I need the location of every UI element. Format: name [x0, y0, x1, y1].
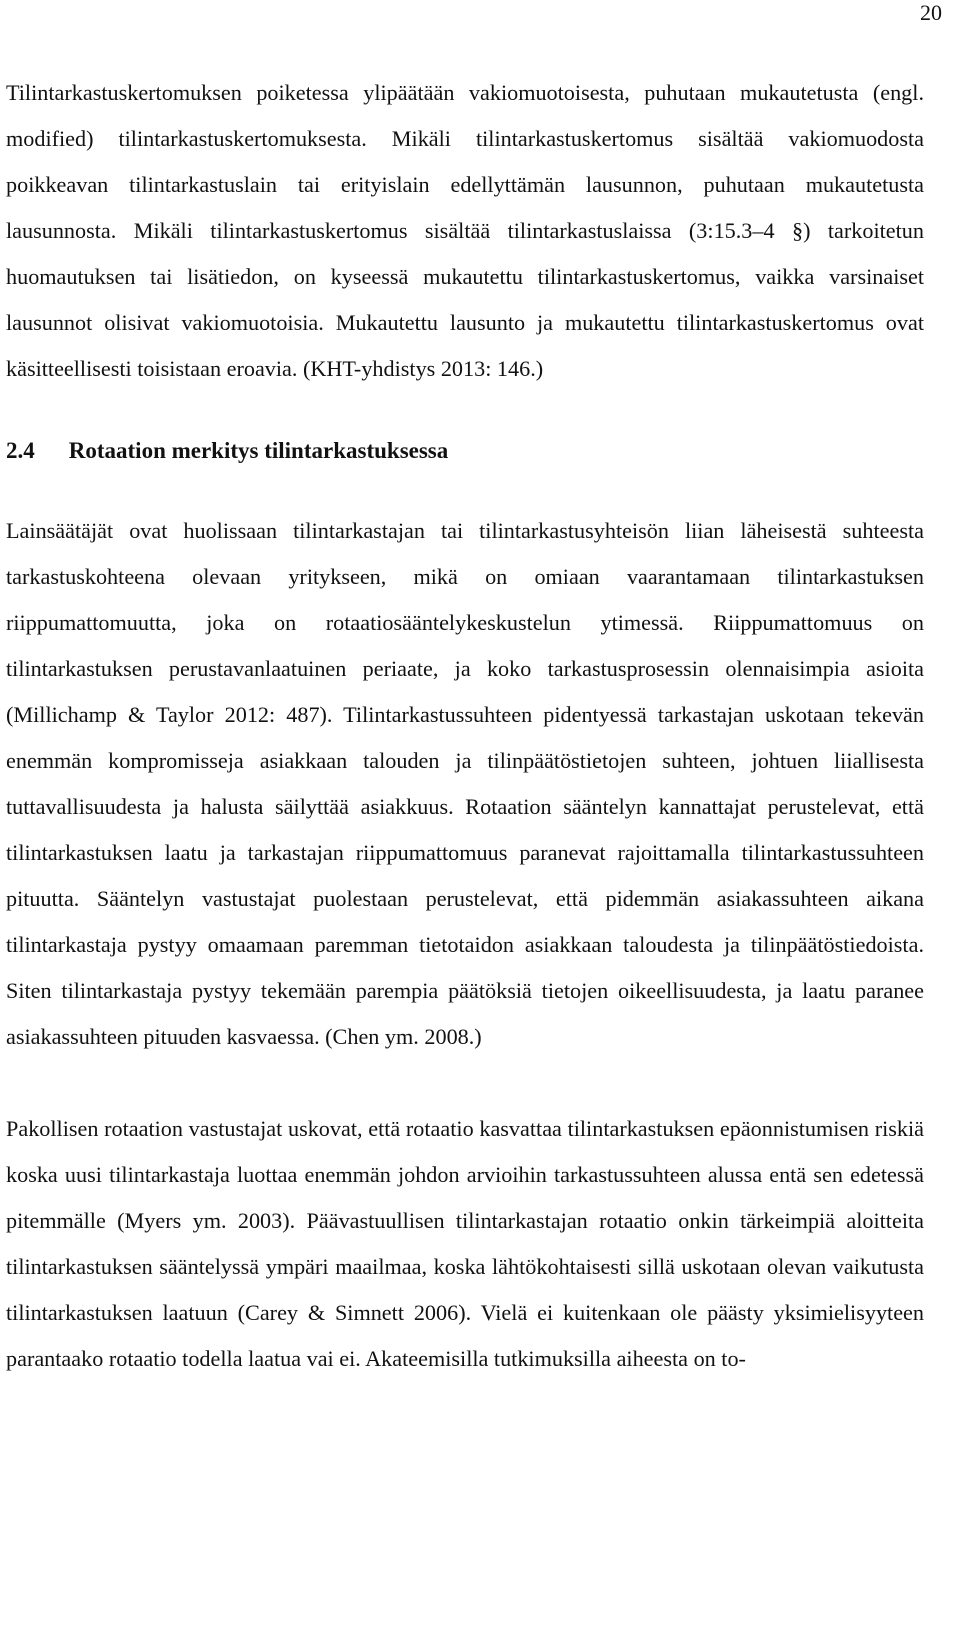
paragraph-modified-audit-report: Tilintarkastuskertomuksen poiketessa ylipäätään vakiomuotoisesta, puhutaan mukautetusta (engl. modified) tilintarkastuskertomuksesta. Mikäli tilintarkastuskertomus sisältää vakiomuodosta poikkeavan tilintarkastuslain tai erityislain edellyttämän lausunnon, puhutaan mukautetusta lausunnosta. Mikäli tilintarkastuskertomus sisältää tilintarkastuslaissa (3:15.3–4 §) tarkoitetun huomautuksen tai lisätiedon, on kyseessä mukautettu tilintarkastuskertomus, vaikka varsinaiset lausunnot olisivat vakiomuotoisia. Mukautettu lausunto ja mukautettu tilintarkastuskertomus ovat käsitteellisesti toisistaan eroavia. (KHT-yhdistys 2013: 146.)	[6, 80, 924, 381]
page-content	[6, 70, 924, 1382]
paragraph-mandatory-rotation: Pakollisen rotaation vastustajat uskovat, että rotaatio kasvattaa tilintarkastuksen epäonnistumisen riskiä koska uusi tilintarkastaja luottaa enemmän johdon arvioihin tarkastussuhteen alussa entä sen edetessä pitemmälle (Myers ym. 2003). Päävastuullisen tilintarkastajan rotaatio onkin tärkeimpiä aloitteita tilintarkastuksen sääntelyssä ympäri maailmaa, koska lähtökohtaisesti sillä uskotaan olevan vaikutusta tilintarkastuksen laatuun (Carey & Simnett 2006). Vielä ei kuitenkaan ole päästy yksimielisyyteen parantaako rotaatio todella laatua vai ei. Akateemisilla tutkimuksilla aiheesta on to-	[6, 1116, 924, 1371]
page-number: 20	[920, 0, 942, 25]
section-heading	[6, 392, 924, 508]
section-title: Rotaation merkitys tilintarkastuksessa	[68, 438, 449, 463]
paragraph-rotation-independence: Lainsäätäjät ovat huolissaan tilintarkastajan tai tilintarkastusyhteisön liian läheisestä suhteesta tarkastuskohteena olevaan yritykseen, mikä on omiaan vaarantamaan tilintarkastuksen riippumattomuutta, joka on rotaatiosääntelykeskustelun ytimessä. Riippumattomuus on tilintarkastuksen perustavanlaatuinen periaate, ja koko tarkastusprosessin olennaisimpia asioita (Millichamp & Taylor 2012: 487). Tilintarkastussuhteen pidentyessä tarkastajan uskotaan tekevän enemmän kompromisseja asiakkaan talouden ja tilinpäätöstietojen suhteen, johtuen liiallisesta tuttavallisuudesta ja halusta säilyttää asiakkuus. Rotaation sääntelyn kannattajat perustelevat, että tilintarkastuksen laatu ja tarkastajan riippumattomuus paranevat rajoittamalla tilintarkastussuhteen pituutta. Sääntelyn vastustajat puolestaan perustelevat, että pidemmän asiakassuhteen aikana tilintarkastaja pystyy omaamaan paremman tietotaidon asiakkaan taloudesta ja tilinpäätöstiedoista. Siten tilintarkastaja pystyy tekemään parempia päätöksiä tietojen oikeellisuudesta, ja laatu paranee asiakassuhteen pituuden kasvaessa. (Chen ym. 2008.)	[6, 518, 924, 1049]
section-number: 2.4	[6, 438, 35, 463]
